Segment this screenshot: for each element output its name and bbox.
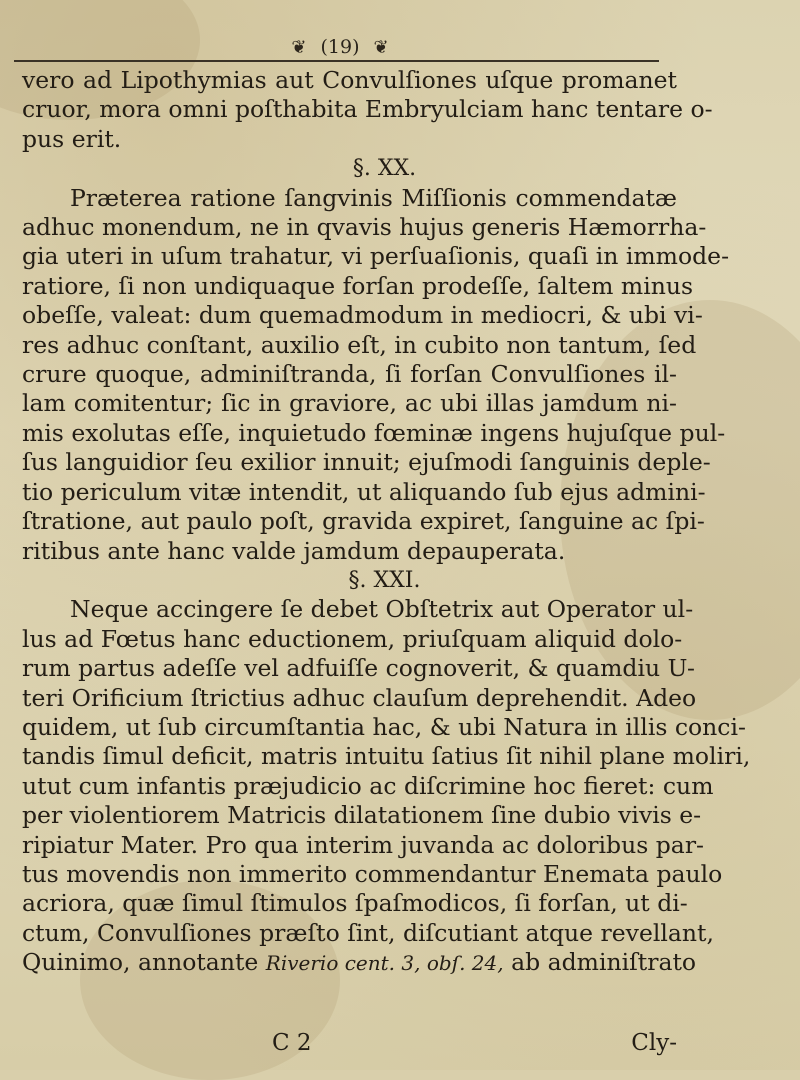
signature-mark: C 2 [272,1030,312,1056]
text-line: gia uteri in uſum trahatur, vi perſuaſionis, quaſi in immode- [22,242,730,271]
text-line: rum partus adeſſe vel adfuiſſe cognoverit, & quamdiu U- [22,654,695,683]
text-line: pus erit. [22,124,122,153]
text-line: crure quoque, adminiſtranda, ſi forſan Convulſiones il- [22,360,677,389]
section-heading-xx: §. XX. [352,156,417,182]
text-line: adhuc monendum, ne in qvavis hujus generis Hæmorrha- [22,213,707,242]
text-line: cruor, mora omni poſthabita Embryulciam hanc tentare o- [22,95,713,124]
section-heading-xxi: §. XXI. [348,567,421,593]
text-line: ctum, Convulſiones præſto ſint, diſcutiant atque revellant, [22,918,714,947]
text-line: ratiore, ſi non undiquaque forſan prodeſſe, ſaltem minus [22,271,694,300]
last-line-start: Quinimo, annotante [22,948,266,977]
citation: Riverio cent. 3, obſ. 24, [265,951,504,976]
last-line-end: ab adminiſtrato [503,948,697,977]
text-line: obeſſe, valeat: dum quemadmodum in mediocri, & ubi vi- [22,301,703,330]
text-line: tus movendis non immerito commendantur Enemata paulo [22,859,723,888]
text-line: res adhuc conſtant, auxilio eſt, in cubito non tantum, ſed [22,330,697,359]
text-line: ſus languidior ſeu exilior innuit; ejuſmodi ſanguinis deple- [22,448,711,477]
text-line: lus ad Fœtus hanc eductionem, priuſquam aliquid dolo- [22,624,683,653]
text-line: acriora, quæ ſimul ſtimulos ſpaſmodicos, ſi forſan, ut di- [22,889,688,918]
paragraph-1 [22,66,713,154]
catchword: Cly- [631,1030,677,1056]
text-line: tio periculum vitæ intendit, ut aliquando ſub ejus admini- [22,477,706,506]
paragraph-2 [22,183,730,566]
text-line: vero ad Lipothymias aut Convulſiones uſque promanet [22,66,677,94]
page-header [0,36,680,58]
text-line: tandis ſimul deficit, matris intuitu ſatius ſit nihil plane moliri, [22,742,751,771]
text-line: mis exolutas eſſe, inquietudo fœminæ ingens hujuſque pul- [22,418,726,447]
body-text [22,66,751,979]
text-line: teri Orificium ſtrictius adhuc clauſum deprehendit. Adeo [22,683,697,712]
page-number: (19) [320,36,360,58]
text-line: per violentiorem Matricis dilatationem ſine dubio vivis e- [22,801,702,830]
text-line [22,948,697,978]
ornament-right-icon: ❦ [373,37,389,58]
text-line: Præterea ratione ſangvinis Miſſionis commendatæ [70,183,677,212]
text-line: quidem, ut ſub circumſtantia hac, & ubi Natura in illis conci- [22,712,746,741]
text-line: lam comitentur; ſic in graviore, ac ubi illas jamdum ni- [22,389,677,418]
text-line: Neque accingere ſe debet Obſtetrix aut Operator ul- [70,595,694,624]
text-line: ripiatur Mater. Pro qua interim juvanda ac doloribus par- [22,830,704,859]
text-line: utut cum infantis præjudicio ac diſcrimine hoc fieret: cum [22,771,714,800]
text-line: ritibus ante hanc valde jamdum depauperata. [22,536,566,565]
paragraph-3 [22,595,751,978]
text-line: ſtratione, aut paulo poſt, gravida expiret, ſanguine ac ſpi- [22,507,705,536]
ornament-left-icon: ❦ [291,37,307,58]
header-rule [14,60,659,62]
